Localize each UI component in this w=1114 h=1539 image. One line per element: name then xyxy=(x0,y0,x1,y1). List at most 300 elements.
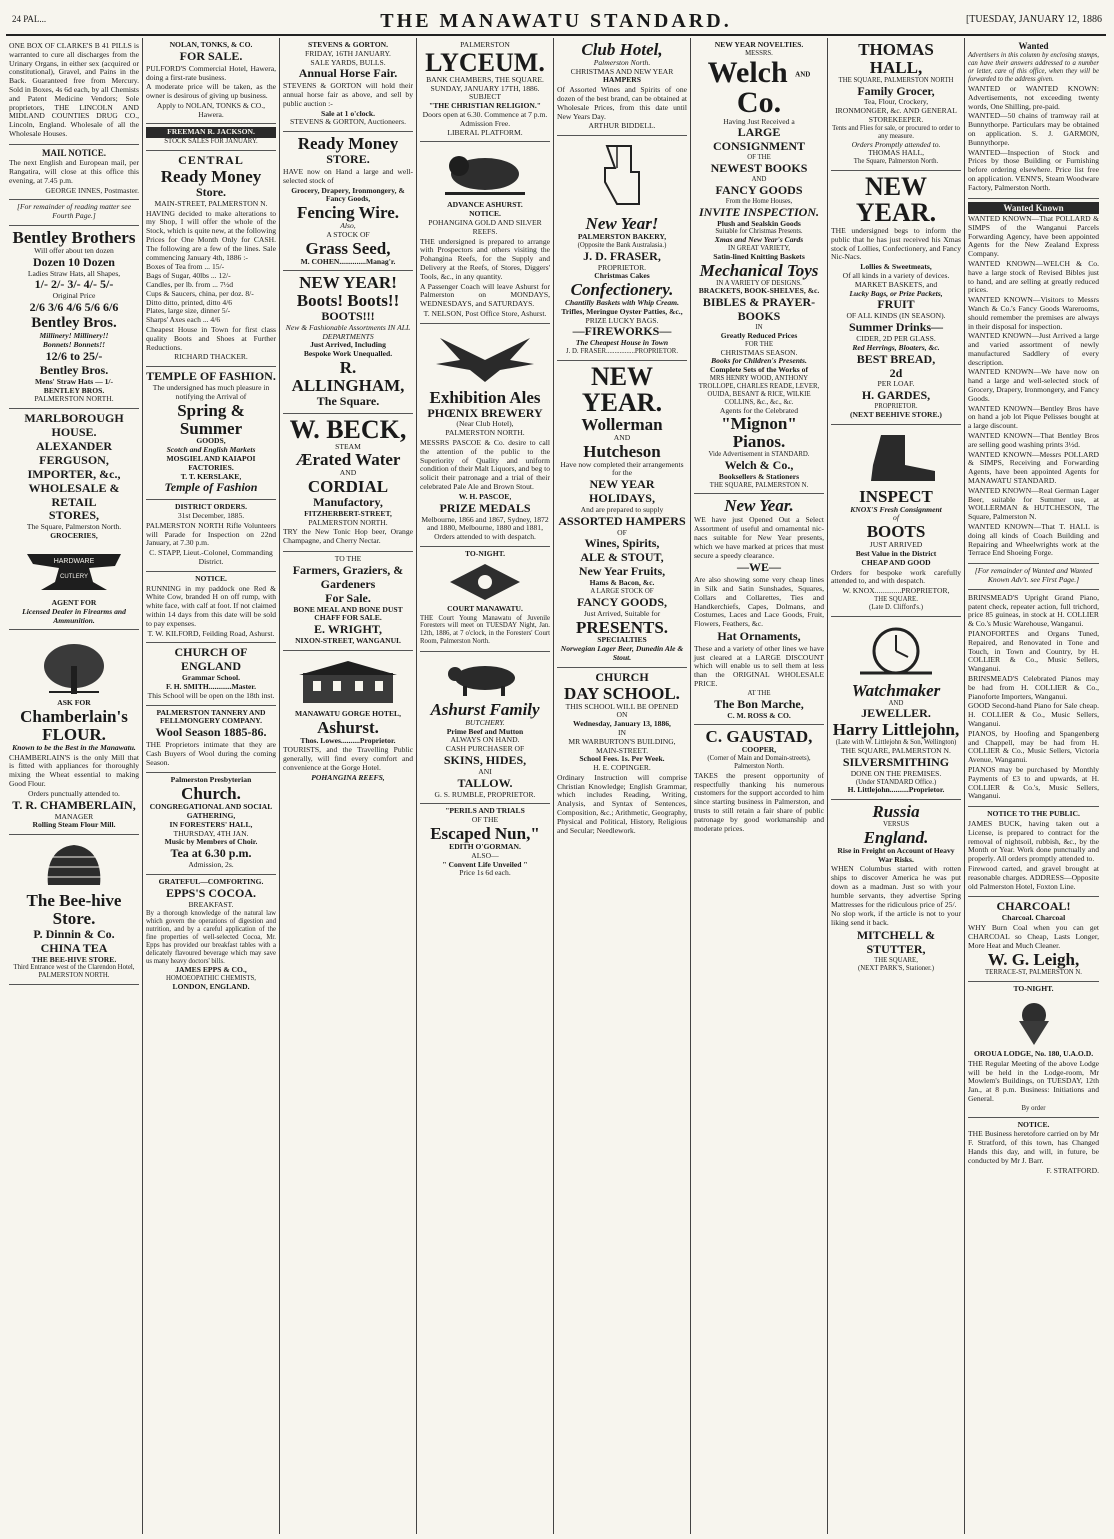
in: IN xyxy=(617,727,626,737)
and-6: AND xyxy=(751,176,767,184)
boots-3: BOOTS!!! xyxy=(321,308,375,323)
these: These and a variety of other lines we have just cleared at a LARGE DISCOUNT which will enable us to sell them at less than the ORIGINAL WHOLESALE PRICE. xyxy=(694,643,824,689)
wines: Wines, Spirits, xyxy=(584,536,660,551)
newspaper-title: THE MANAWATU STANDARD. xyxy=(380,10,732,32)
chamberlain-ad xyxy=(9,630,139,835)
we: —WE— xyxy=(736,560,781,575)
wanted-remainder: [For remainder of Wanted and Wanted Known Adv't. see First Page.] xyxy=(968,564,1099,590)
edith: EDITH O'GORMAN. xyxy=(449,841,521,851)
beehive-foot: THE BEE-HIVE STORE. xyxy=(31,954,117,964)
beck-ad xyxy=(283,414,413,552)
twopence: 2d xyxy=(889,365,903,380)
club-hotel-ad xyxy=(557,38,687,136)
confectionery: Confectionery. xyxy=(570,280,674,300)
business: THE Business heretofore carried on by Mr F. Stratford, of this town, has Changed Hands this day, and will, in future, be conducted by Mr J. Barr. xyxy=(968,1129,1099,1165)
orig: Original Price xyxy=(52,291,96,301)
main-street-5: MAIN-STREET. xyxy=(596,745,648,755)
mitchell-ad xyxy=(831,800,961,976)
late-littlejohn: (Late with W. Littlejohn & Son, Wellington) xyxy=(835,739,957,747)
apply: Apply to NOLAN, TONKS & CO., Hawera. xyxy=(156,100,266,119)
oroua-ad xyxy=(968,982,1099,1117)
goods: GOODS, xyxy=(196,436,226,446)
passenger: A Passenger Coach will leave Ashurst for Palmerston on MONDAYS, WEDNESDAYS, and SATURDAYS. xyxy=(420,281,550,309)
tourists: TOURISTS, and the Travelling Public generally, will find every comfort and convenience at the Gorge Hotel. xyxy=(283,745,413,772)
issue-date: [TUESDAY, JANUARY 12, 1886 xyxy=(965,14,1102,25)
tonight-4: TO-NIGHT. xyxy=(464,548,505,558)
ashurst: Ashurst. xyxy=(317,717,379,737)
reduced: Greatly Reduced Prices xyxy=(720,330,798,340)
hampers-body: Of Assorted Wines and Spirits of one dozen of the best brand, can be obtained at Wholesale Prices, from this date until New Years Day. xyxy=(557,85,687,121)
column-7 xyxy=(828,38,965,1534)
column-6 xyxy=(691,38,828,1534)
square-7: THE SQUARE, PALMERSTON NORTH xyxy=(838,76,954,84)
known-item: WANTED KNOWN—Messrs POLLARD & SIMPS, Receiving and Forwarding Agents, have been appointed Agents for MANAWATU STANDARD. xyxy=(968,449,1099,486)
column-3 xyxy=(280,38,417,1534)
prop-7: PROPRIETOR. xyxy=(874,403,918,411)
charcoal-2: Charcoal. Charcoal xyxy=(1001,913,1066,923)
bull-icon xyxy=(435,658,535,698)
market: MARKET BASKETS, and xyxy=(854,279,938,289)
welch-ad xyxy=(694,38,824,494)
wheat-sheaf-icon xyxy=(29,636,119,696)
always-on-hand: ALWAYS ON HAND. xyxy=(450,735,520,745)
orders-punctually: Orders punctually attended to. xyxy=(28,788,120,798)
price-item: Bags of Sugar, 40lbs ... 12/- xyxy=(146,271,231,281)
having-6: Having Just Received a xyxy=(723,116,795,126)
sunday: SUNDAY, JANUARY 17TH, 1886. xyxy=(430,83,540,93)
beehive-icon xyxy=(34,841,114,889)
thomas-hall: THOMAS HALL, xyxy=(858,40,934,77)
epps-ad xyxy=(146,875,276,996)
complete: Complete Sets of the Works of xyxy=(710,365,808,375)
religion: "THE CHRISTIAN RELIGION." xyxy=(428,101,542,111)
nelson: T. NELSON, Post Office Store, Ashurst. xyxy=(423,308,547,318)
mignon: "Mignon" Pianos. xyxy=(721,414,797,452)
grammar-school: Grammar School. xyxy=(181,673,241,683)
knox: KNOX'S Fresh Consignment xyxy=(850,504,942,514)
the-square: The Square. xyxy=(316,393,380,408)
clarke-pills-ad xyxy=(9,38,139,145)
tea-time: Tea at 6.30 p.m. xyxy=(170,846,252,861)
no-slop: No slop work, if the article is not to your liking send it back. xyxy=(831,909,961,928)
rise: Rise in Freight on Account of Heavy War Risks. xyxy=(837,845,955,864)
main-street: MAIN-STREET, PALMERSTON N. xyxy=(154,198,268,208)
cm-ross: C. M. ROSS & CO. xyxy=(727,710,791,720)
marlborough: MARLBOROUGH HOUSE. xyxy=(24,411,124,440)
next-beehive: (NEXT BEEHIVE STORE.) xyxy=(850,410,942,420)
fashion-assort: New & Fashionable Assortments IN ALL DEPARTMENTS xyxy=(285,322,411,341)
chantilly: Chantilly Baskets with Whip Cream. xyxy=(564,298,679,308)
brackets: BRACKETS, BOOK-SHELVES, &c. xyxy=(698,286,820,296)
wholesale: WHOLESALE & RETAIL xyxy=(28,480,120,509)
wanted-item: WANTED or WANTED KNOWN: Advertisements, not exceeding twenty words, One Shilling, pre-paid. xyxy=(968,83,1099,111)
nun-book-ad xyxy=(420,804,550,882)
groceries: GROCERIES, xyxy=(50,531,98,541)
gardes: H. GARDES, xyxy=(861,388,931,403)
sale-time: Sale at 1 o'clock. xyxy=(321,108,375,118)
mech-toys: Mechanical Toys xyxy=(699,260,819,280)
chamberlain-body: CHAMBERLAIN'S is the only Mill that is fitted with appliances for thoroughly mixing the Wheat essential to making Good Flour. xyxy=(9,752,139,789)
lollies: Lollies & Sweetmeats, xyxy=(860,262,932,272)
steam: STEAM xyxy=(335,441,361,451)
have-now: HAVE now on Hand a large and well-selected stock of xyxy=(283,167,413,185)
thall: THOMAS HALL, xyxy=(867,148,925,158)
tonight-8: TO-NIGHT. xyxy=(1013,984,1054,994)
tents: Tents and Flies for sale, or procured to order to any measure. xyxy=(832,124,960,140)
tea-flour: Tea, Flour, Crockery, xyxy=(863,97,929,107)
column-2 xyxy=(143,38,280,1534)
nolan-ad xyxy=(146,38,276,124)
pointing-hand-icon xyxy=(587,142,657,212)
known-item: WANTED KNOWN—That Bentley Bros are selling good washing prints 3½d. xyxy=(968,431,1099,449)
jackson-ad xyxy=(146,124,276,151)
stock-sales: STOCK SALES FOR JANUARY. xyxy=(164,138,258,146)
lion-crest-icon xyxy=(435,148,535,198)
in-6: IN xyxy=(755,324,763,332)
designs: IN A VARIETY OF DESIGNS. xyxy=(716,279,802,287)
square-7c: THE SQUARE, xyxy=(874,956,918,964)
cash-purchaser: CASH PURCHASER OF xyxy=(445,744,525,754)
escaped-nun: Escaped Nun," xyxy=(430,824,540,844)
druid-head-icon xyxy=(999,997,1069,1047)
known-item: WANTED KNOWN—Just Arrived a large and varied assortment of newly manufactured Saddlery of every description. xyxy=(968,331,1099,367)
medals: Melbourne, 1866 and 1867, Sydney, 1872 and 1880, Melbourne, 1880 and 1881, xyxy=(421,514,549,533)
bonnets: Bonnets! Bonnets!! xyxy=(42,340,106,350)
pianofortes: PIANOFORTES and Organs Tuned, Repaired, and Renovated in Tone and Touch, in Town and Country, by H. COLLIER & Co., Music Sellers, Wanganui. xyxy=(968,629,1099,674)
gorge-hotel: MANAWATU GORGE HOTEL, xyxy=(295,708,401,718)
mail-sign: GEORGE INNES, Postmaster. xyxy=(45,185,139,195)
just-arrived: Just Arrived, Including xyxy=(310,340,386,350)
supply: And are prepared to supply xyxy=(580,504,664,514)
beehive-title: The Bee-hive Store. xyxy=(26,891,122,928)
wright-address: NIXON-STREET, WANGANUI. xyxy=(295,636,401,646)
homeo: HOMOEOPATHIC CHEMISTS, xyxy=(165,975,256,983)
bonnet-price: 12/6 to 25/- xyxy=(45,348,103,363)
inspect: INSPECT xyxy=(859,486,933,506)
column-4 xyxy=(417,38,554,1534)
summer-drinks: Summer Drinks— xyxy=(848,320,944,335)
prize-medals: PRIZE MEDALS xyxy=(439,500,531,515)
anvil-cutlery: CUTLERY xyxy=(60,573,88,580)
known-item: WANTED KNOWN—Real German Lager Beer, suitable for Summer use, at WOLLERMAN & HUTCHESON, The Square, Palmerston N. xyxy=(968,485,1099,522)
littlejohn-ad xyxy=(831,617,961,801)
we-body: WE have just Opened Out a Select Assortment of useful and ornamental nic-nacs suitable for New Year presents, which we have marked at prices that must secure a speedy clearance. xyxy=(694,515,824,560)
of-5: OF xyxy=(617,527,627,537)
fraser-prop: J. D. FRASER.................PROPRIETOR. xyxy=(565,348,679,356)
mail-notice xyxy=(9,145,139,201)
school-open: This School will be open on the 18th inst. xyxy=(147,690,275,700)
london: LONDON, ENGLAND. xyxy=(172,982,250,992)
harry: Harry Littlejohn, xyxy=(832,720,960,740)
good-piano: GOOD Second-hand Piano for Sale cheap. H. COLLIER & Co., Music Sellers, Wanganui. xyxy=(968,701,1099,728)
family-grocer: Family Grocer, xyxy=(857,83,935,98)
known-item: WANTED KNOWN—That POLLARD & SIMPS of the Wanganui Parcels Forwarding Agency, have been appointed Agents for the New Zealand Express Company. xyxy=(968,213,1099,259)
brinsmead: BRINSMEAD'S Upright Grand Piano, patent check, repeater action, full trichord, price 85 guineas, in stock at H. COLLIER & Co.'s Music Warehouse, Wanganui. xyxy=(968,592,1099,629)
column-5 xyxy=(554,38,691,1534)
dinnin: P. Dinnin & Co. xyxy=(33,926,115,941)
holidays: NEW YEAR HOLIDAYS, xyxy=(589,477,655,506)
bentley-caps: BENTLEY BROS. xyxy=(43,385,105,395)
price-item: Sharps' Axes each ... 4/6 xyxy=(146,315,221,325)
hampers: HAMPERS xyxy=(603,75,641,85)
farmers-ad xyxy=(283,552,413,651)
hats: Ladies Straw Hats, all Shapes, xyxy=(27,268,121,278)
plush: Plush and Sealskin Goods xyxy=(717,218,801,228)
opposite: (Opposite the Bank Australasia.) xyxy=(577,241,667,249)
court-manawatu: COURT MANAWATU. xyxy=(447,603,523,613)
ashurst-ad xyxy=(420,142,550,323)
having: HAVING decided to make alterations to my Shop, I will offer the whole of the Stock, which is quite new, at the following Prices for One Month Only for CASH. The following are a few of the lines. Sale commencing January 4th, 1886 :- xyxy=(146,208,276,262)
running: RUNNING in my paddock one Red & White Cow, branded H on off rump, with white face, with calf at foot. If not claimed within 14 days from this date will be sold to pay expenses. xyxy=(146,583,276,628)
wool-body: THE Proprietors intimate that they are Cash Buyers of Wool during the coming Season. xyxy=(146,740,276,767)
satin: Satin-lined Knitting Baskets xyxy=(713,251,805,261)
lager: Norwegian Lager Beer, Dunedin Ale & Stout. xyxy=(560,644,684,662)
stevens-ad xyxy=(283,38,413,132)
palm-bakery: PALMERSTON BAKERY, xyxy=(577,232,667,242)
pascoe-ad xyxy=(420,324,550,547)
spring-summer: Spring & Summer xyxy=(177,400,245,438)
and-5: AND xyxy=(613,432,631,442)
next-parks: (NEXT PARK'S, Stationer.) xyxy=(858,964,934,972)
boot-icon xyxy=(851,431,941,485)
wanted-item: WANTED—Inspection of Stock and Prices by those Building or Furnishing before ordering elsewhere. Price list free on application. VENN'S, Steam Woodware Factory, Palmerston North. xyxy=(968,147,1099,192)
agent-for: AGENT FOR xyxy=(51,597,97,607)
bank-chambers: BANK CHAMBERS, THE SQUARE. xyxy=(426,74,544,84)
buck: JAMES BUCK, having taken out a License, is prepared to contract for the removal of nightsoil, rubbish, &c., by the Month or Year. Work done punctually and properly. All orders promptly attended to. xyxy=(968,818,1099,864)
tallow: TALLOW. xyxy=(457,775,513,790)
ready-money: Ready Money xyxy=(160,167,262,187)
butchery: BUTCHERY. xyxy=(465,717,505,727)
hotel-building-icon xyxy=(293,657,403,707)
stratford: F. STRATFORD. xyxy=(1046,1165,1099,1175)
lucky-bags: Lucky Bags, or Prize Packets, xyxy=(849,288,943,298)
newest-books: NEWEST BOOKS xyxy=(710,161,808,176)
wanted-item: WANTED—50 chains of tramway rail at Bunnythorpe. Particulars may be obtained on application. S. J. GARMON, Bunnythorpe. xyxy=(968,111,1099,147)
hat-ornaments: Hat Ornaments, xyxy=(717,628,801,643)
chamberlain-name: Chamberlain's xyxy=(20,707,128,727)
horse-fair: Annual Horse Fair. xyxy=(298,66,398,81)
lowes: Thos. Lowes..........Proprietor. xyxy=(300,735,396,745)
notice-8: NOTICE. xyxy=(1017,1119,1050,1129)
grocery-lines: Grocery, Drapery, Ironmongery, & Fancy Goods, xyxy=(291,185,405,204)
wollerman: Wollerman xyxy=(581,415,663,435)
cohen: M. COHEN..............Manag'r. xyxy=(300,256,396,266)
lyceum: LYCEUM. xyxy=(425,47,545,77)
thursday: THURSDAY, 4TH JAN. xyxy=(173,828,249,838)
gaustad: C. GAUSTAD, xyxy=(705,727,813,747)
wednesday: Wednesday, January 13, 1886, xyxy=(573,719,671,729)
central-ad xyxy=(146,151,276,367)
per-loaf: PER LOAF. xyxy=(877,379,915,389)
leigh: W. G. Leigh, xyxy=(987,950,1080,970)
bone-meal: BONE MEAL AND BONE DUST xyxy=(293,604,403,614)
james-epps: JAMES EPPS & CO., xyxy=(175,965,247,975)
hutcheson: Hutcheson xyxy=(583,441,661,461)
trc-name: T. R. CHAMBERLAIN, xyxy=(12,797,136,812)
specialties: SPECIALTIES xyxy=(597,635,647,645)
tannery-ad xyxy=(146,706,276,774)
pohangina-body: THE undersigned is prepared to arrange with Prospectors and others visiting the Pohangina Reefs, for the Supply and Delivery at the Reefs, of Stores, Diggers' Tools, &c., in any quantity. xyxy=(420,236,550,281)
school-open-5: THIS SCHOOL WILL BE OPENED xyxy=(565,701,679,711)
new-year-7: NEW YEAR. xyxy=(855,172,937,228)
thomas-hall-ad xyxy=(831,38,961,171)
vide: Vide Advertisement in STANDARD. xyxy=(708,451,810,459)
watchmaker: Watchmaker xyxy=(851,680,941,700)
near-club: (Near Club Hotel), xyxy=(456,419,514,429)
of-all: Of all kinds in a variety of devices. xyxy=(842,271,950,281)
day-school-ad xyxy=(557,668,687,841)
orders-7: Orders Promptly attended to. xyxy=(851,139,941,149)
ordinary: Ordinary Instruction will comprise Christian Knowledge; English Grammar, which includes Reading, Writing, Analysis, and Syntax of Sentences, Composition, &c.; Arithmetic, Geography, Physical and Political, History, Religious and Secular; Needlework. xyxy=(557,772,687,835)
on: ON xyxy=(616,710,628,720)
herrings: Red Herrings, Bloaters, &c. xyxy=(852,342,940,352)
known-item: WANTED KNOWN—Bentley Bros have on hand a job lot Pique Pelisses bought at a large discount. xyxy=(968,403,1099,431)
church-england: CHURCH OF ENGLAND xyxy=(174,645,248,674)
cow-notice xyxy=(146,572,276,644)
fireworks: —FIREWORKS— xyxy=(572,324,672,339)
admission-free: Admission Free. xyxy=(459,118,511,128)
brinsmead-2: BRINSMEAD'S Celebrated Pianos may be had from H. COLLIER & Co., Pianoforte Importers, Wanganui. xyxy=(968,673,1099,701)
suitable-6: Suitable for Christmas Presents. xyxy=(715,228,803,236)
fancy-goods-6: FANCY GOODS xyxy=(715,182,803,197)
clarke-body: ONE BOX OF CLARKE'S B 41 PILLS is warranted to cure all discharges from the Urinary Organs, in either sex (acquired or constitutional), Gravel, and Pains in the Back. Guaranteed free from Mercury. Sold in Boxes, 4s 6d each, by all Chemists and Patent Medicine Vendors; Sole proprietors, THE LINCOLN AND MIDLAND COUNTIES DRUG CO., Lincoln, England. Wholesale of all the Wholesale Houses. xyxy=(9,41,139,138)
bentley-ad xyxy=(9,226,139,409)
try-tonic: TRY the New Tonic Hop beer, Orange Champagne, and Cherry Nectar. xyxy=(283,527,413,546)
wanted-known-section xyxy=(968,199,1099,565)
fruit: FRUIT xyxy=(877,297,915,312)
known-item: WANTED KNOWN—We have now on hand a large and well-selected stock of Grocery, Drapery, Ironmongery, and Fancy Goods. xyxy=(968,367,1099,403)
cider: CIDER, 2D PER GLASS. xyxy=(856,334,936,344)
charcoal: CHARCOAL! xyxy=(996,899,1071,914)
cooper: COOPER, xyxy=(741,745,777,755)
best-in-manawatu: Known to be the Best in the Manawatu. xyxy=(12,742,136,752)
thacker: RICHARD THACKER. xyxy=(174,352,248,362)
jeweller: JEWELLER. xyxy=(861,706,931,721)
presents: PRESENTS. xyxy=(575,617,669,637)
and-7: AND xyxy=(888,699,904,707)
grass-seed: Grass Seed, xyxy=(305,238,391,258)
allingham-ad xyxy=(283,271,413,413)
ross-ad xyxy=(694,494,824,725)
new-year-boots: NEW YEAR! xyxy=(299,273,397,293)
bentley-name: Bentley Brothers xyxy=(12,227,136,247)
clock-icon xyxy=(846,623,946,679)
auctioneers: STEVENS & GORTON, Auctioneers. xyxy=(289,117,407,127)
wanted-section xyxy=(968,38,1099,199)
club-hotel: Club Hotel, xyxy=(581,40,663,59)
pulford: PULFORD'S Commercial Hotel, Hawera, doing a first-rate business. xyxy=(146,63,276,82)
importer: IMPORTER, &c., xyxy=(27,466,121,481)
of-the: OF THE xyxy=(471,815,499,825)
trc-manager: MANAGER xyxy=(54,811,94,821)
done: DONE ON THE PREMISES. xyxy=(850,768,942,778)
epps-body: By a thorough knowledge of the natural law which govern the operations of digestion and nutrition, and by a careful application of the fine properties of well-selected Cocoa, Mr. Epps has provided our breakfast tables with a delicately flavoured beverage which may save us many heavy doctors' bills. xyxy=(146,910,276,965)
temple-fashion: Temple of Fashion xyxy=(164,480,258,495)
stratford-notice xyxy=(968,1118,1099,1180)
district-title: DISTRICT ORDERS. xyxy=(174,502,248,512)
welch-logo xyxy=(694,55,824,119)
central: CENTRAL xyxy=(178,153,244,168)
co: Co. xyxy=(736,85,782,119)
proprietor: PROPRIETOR. xyxy=(597,262,647,272)
kerslake: T. T. KERSLAKE, xyxy=(180,471,242,481)
convent: " Convent Life Unveiled " xyxy=(442,859,528,869)
best-value: Best Value in the District xyxy=(855,548,937,558)
assorted-hampers: ASSORTED HAMPERS xyxy=(558,513,686,528)
silversmithing: SILVERSMITHING xyxy=(842,754,950,769)
exhibition-ales: Exhibition Ales xyxy=(429,387,541,407)
prices2: 2/6 3/6 4/6 5/6 6/6 xyxy=(29,300,119,315)
regular: THE Regular Meeting of the above Lodge will be held in the Lodge-room, Mr Mowlem's Buildings, on TUESDAY, 12th Jan., at 8 p.m. Business: Initiations and General. xyxy=(968,1058,1099,1103)
oroua: OROUA LODGE, No. 180, U.A.O.D. xyxy=(973,1048,1094,1058)
perils: "PERILS AND TRIALS xyxy=(445,806,525,816)
rolling-mill: Rolling Steam Flour Mill. xyxy=(32,820,116,830)
bentley-bros: Bentley Bros. xyxy=(31,314,117,331)
collier-ads xyxy=(968,590,1099,807)
price-item: Cups & Saucers, china, per doz. 8/- xyxy=(146,288,254,298)
nolan-name: NOLAN, TONKS, & CO. xyxy=(169,40,253,49)
best-bread: BEST BREAD, xyxy=(856,351,936,366)
new-year-big: NEW YEAR. xyxy=(581,362,663,418)
england: England. xyxy=(863,827,929,847)
anvil-icon xyxy=(19,544,129,596)
gaustad-ad xyxy=(694,725,824,838)
rifle: PALMERSTON NORTH Rifle Volunteers will Parade for Inspection on 22nd January, at 7.30 p.m. xyxy=(146,520,276,548)
store-3: STORE. xyxy=(326,152,370,167)
square-6: THE SQUARE, PALMERSTON N. xyxy=(709,481,809,489)
notice-title: NOTICE. xyxy=(195,573,227,583)
large-consignment: LARGE CONSIGNMENT xyxy=(712,125,805,154)
pohangina-reefs: POHANGINA REEFS, xyxy=(311,772,385,782)
and: AND xyxy=(339,468,357,478)
announce: The undersigned has much pleasure in notifying the Arrival of xyxy=(152,383,270,401)
of-the-6: OF THE xyxy=(747,154,771,162)
prime-beef: Prime Beef and Mutton xyxy=(446,726,524,736)
season: CHRISTMAS SEASON. xyxy=(720,347,798,357)
ashurst-family: Ashurst Family xyxy=(430,700,540,720)
suitable-for: Just Arrived, Suitable for xyxy=(583,608,661,618)
subject: SUBJECT xyxy=(468,92,502,102)
advertisers-note: Advertisers in this column by enclosing stamps, can have their answers addressed to a number or letter, care of this office, when they will be forwarded to the address given. xyxy=(968,52,1099,84)
club-town: Palmerston North. xyxy=(593,57,651,67)
church-2: Church. xyxy=(181,784,241,804)
cordial: CORDIAL xyxy=(307,477,389,497)
music: Music by Members of Choir. xyxy=(164,837,258,847)
new-year-body: THE undersigned begs to inform the public that he has just received his Xmas stock of Lollies, Confectionery, and Fancy Nic-Nacs. xyxy=(831,226,961,262)
fitzherbert: FITZHERBERT-STREET, xyxy=(304,508,392,518)
warburton: MR WARBURTON'S BUILDING, xyxy=(568,736,676,746)
gorge-hotel-ad xyxy=(283,651,413,787)
prize-bags: PRIZE LUCKY BAGS. xyxy=(585,315,659,325)
novelties: NEW YEAR NOVELTIES. xyxy=(714,40,804,49)
district-date: 31st December, 1885. xyxy=(177,511,245,521)
cheap-good: CHEAP AND GOOD xyxy=(861,557,931,567)
palm-north: PALMERSTON NORTH. xyxy=(308,517,388,527)
price-item: Candles, per lb. from ... 7½d xyxy=(146,279,234,289)
buck-ad xyxy=(968,807,1099,897)
jd-fraser: J. D. FRASER, xyxy=(583,248,661,263)
copinger: H. E. COPINGER. xyxy=(593,763,651,773)
children: Books for Children's Presents. xyxy=(711,356,807,366)
palm-north-4: PALMERSTON NORTH. xyxy=(445,428,525,438)
court-ad xyxy=(420,547,550,652)
known-item: WANTED KNOWN—Visitors to Messrs Wanch & Co.'s Fancy Goods Warerooms, should remember the premises are always in their disposal for inspection. xyxy=(968,295,1099,331)
square: The Square, Palmerston North. xyxy=(26,522,122,532)
wollerman-ad xyxy=(557,361,687,668)
beehive-address: Third Entrance west of the Clarendon Hotel, PALMERSTON NORTH. xyxy=(13,964,135,980)
welch-co: Welch & Co., xyxy=(724,457,794,472)
grammar-school-ad xyxy=(146,643,276,705)
